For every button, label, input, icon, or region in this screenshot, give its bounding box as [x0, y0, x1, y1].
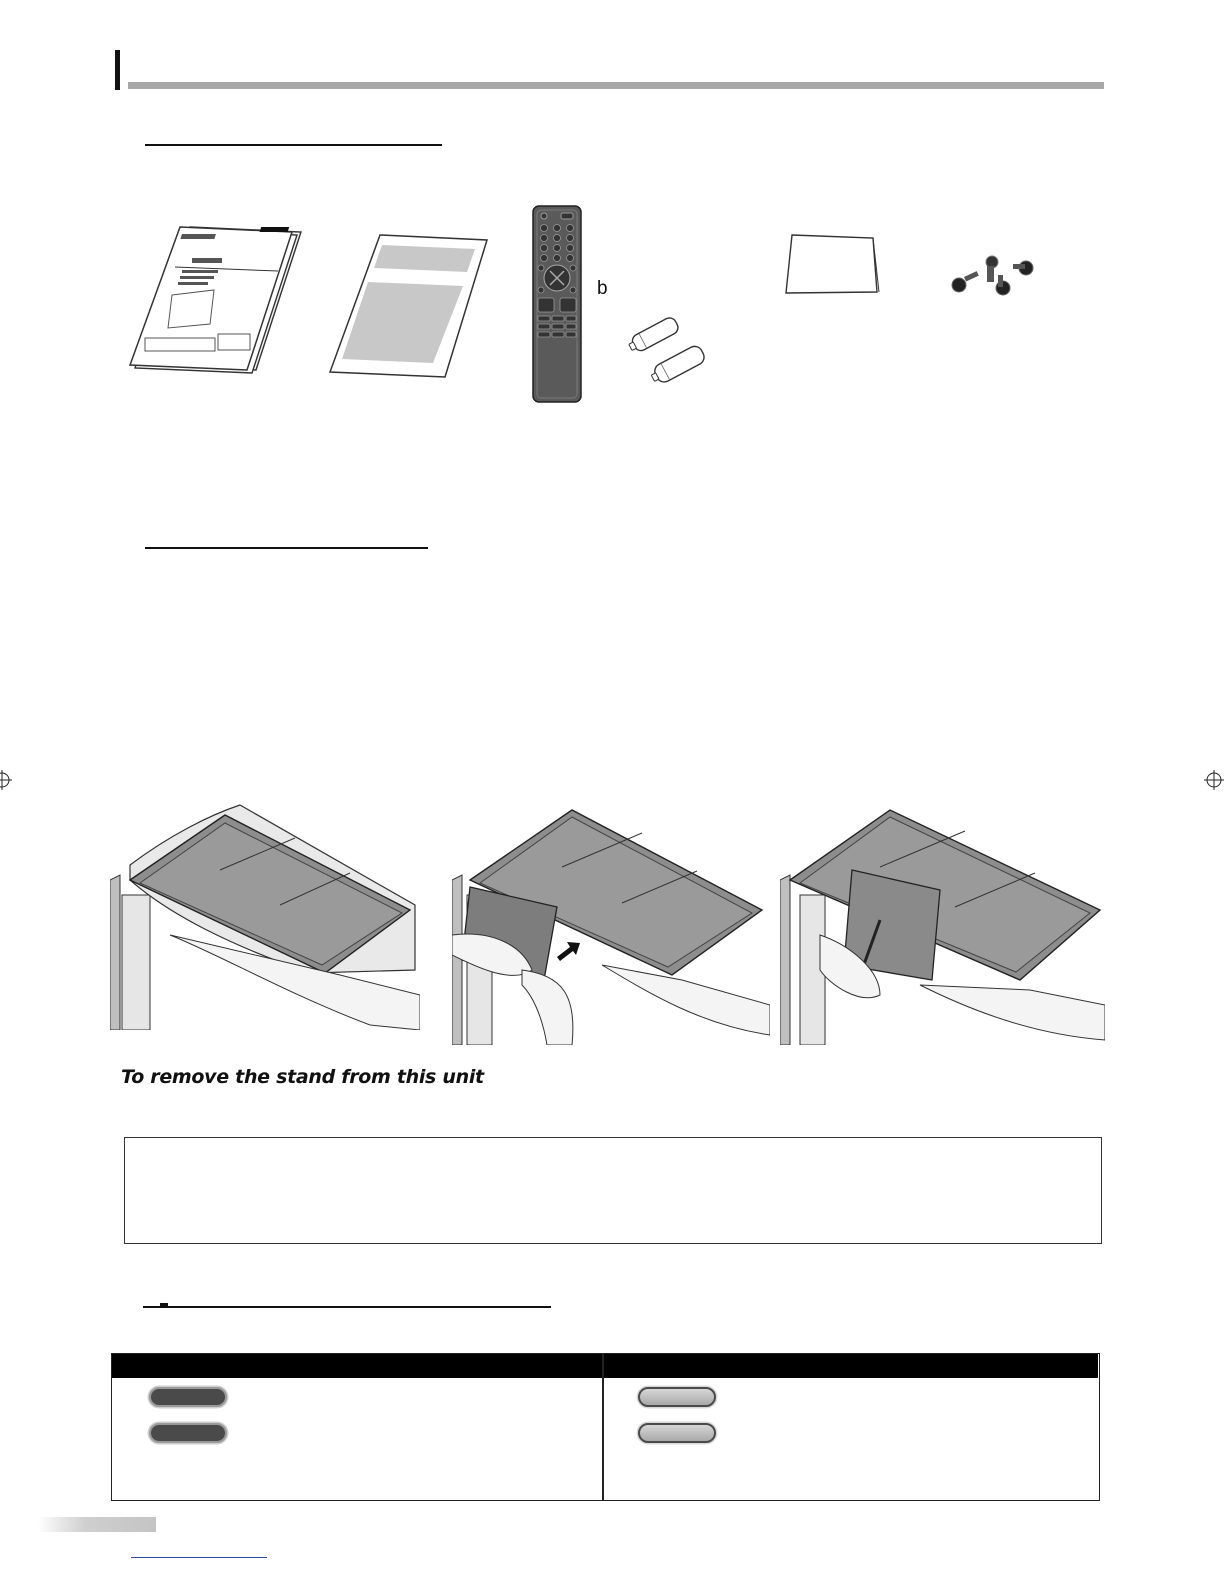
- stand-step-2-illustration: [452, 795, 770, 1045]
- batteries-image: [626, 315, 706, 386]
- accessories-illustration: [130, 200, 1070, 410]
- button-example-dark: [149, 1423, 227, 1443]
- remote-callout-letter: b: [597, 278, 608, 299]
- button-example-light: [638, 1387, 716, 1407]
- button-example-dark: [149, 1387, 227, 1407]
- owners-manual-image: [130, 227, 301, 373]
- stand-removal-caption: To remove the stand from this unit: [121, 1066, 484, 1088]
- remote-control-image: [533, 206, 581, 402]
- registration-mark-left: [0, 770, 12, 790]
- button-comparison-table: [111, 1353, 1100, 1501]
- button-example-light: [638, 1423, 716, 1443]
- screws-image: [952, 256, 1033, 295]
- chapter-title-bar: [128, 82, 1104, 89]
- stand-step-3-illustration: [780, 795, 1105, 1045]
- section-heading-rule: [145, 547, 428, 549]
- table-header-left: [112, 1354, 603, 1378]
- registration-mark-right: [1204, 770, 1224, 790]
- section-heading-rule: [145, 144, 442, 146]
- registration-card-image: [786, 235, 879, 293]
- stand-step-1-illustration: [110, 795, 420, 1030]
- table-header-right: [603, 1354, 1098, 1378]
- table-column-divider: [602, 1354, 604, 1500]
- page-number-tab: [38, 1517, 156, 1532]
- section-heading-rule: [143, 1306, 551, 1308]
- footer-link-line: [131, 1557, 267, 1558]
- note-box: [124, 1137, 1102, 1244]
- heading-fragment: [160, 1303, 168, 1308]
- chapter-marker: [115, 50, 120, 90]
- quick-guide-image: [330, 235, 487, 377]
